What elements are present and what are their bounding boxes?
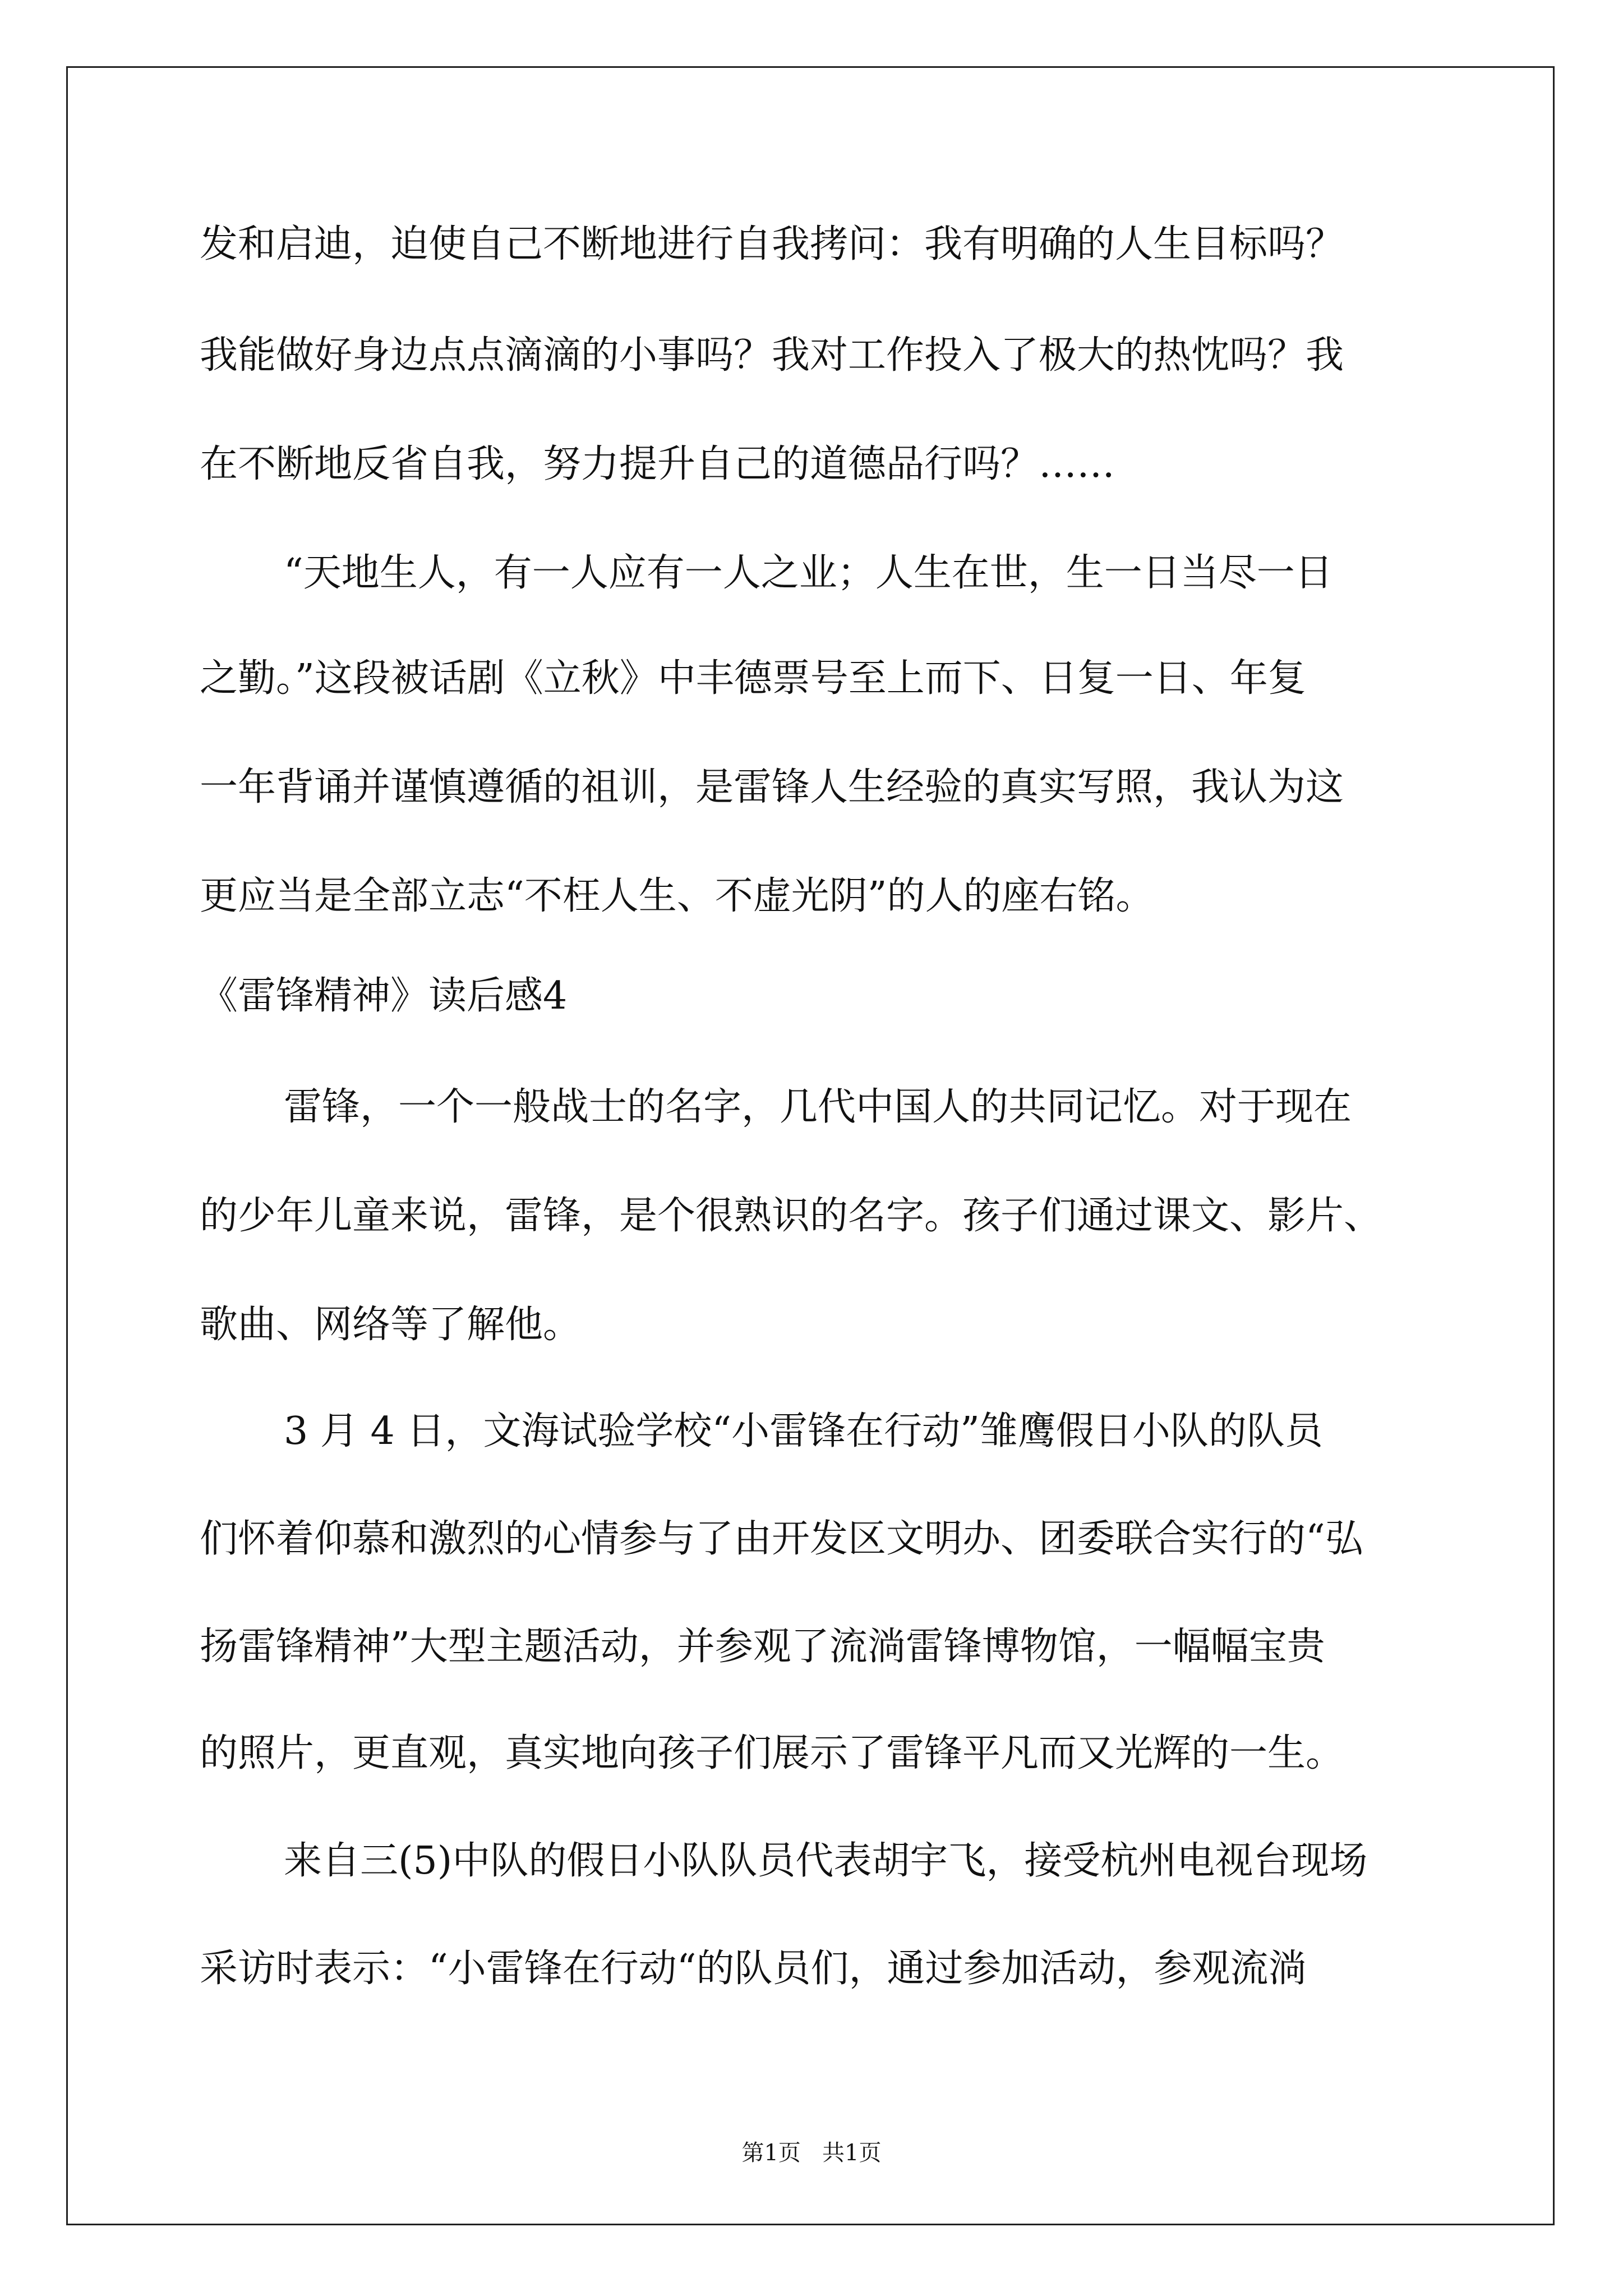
page-border bbox=[66, 66, 1555, 2225]
text-line: 更应当是全部立志“不枉人生、不虚光阴”的人的座右铭。 bbox=[200, 874, 1154, 918]
text-line: 雷锋，一个一般战士的名字，几代中国人的共同记忆。对于现在 bbox=[284, 1085, 1352, 1129]
text-line: 之勤。”这段被话剧《立秋》中丰德票号至上而下、日复一日、年复 bbox=[200, 656, 1306, 701]
text-line: 扬雷锋精神”大型主题活动，并参观了流淌雷锋博物馆，一幅幅宝贵 bbox=[200, 1625, 1325, 1669]
text-line: 的少年儿童来说，雷锋，是个很熟识的名字。孩子们通过课文、影片、 bbox=[200, 1194, 1382, 1238]
section-heading: 《雷锋精神》读后感4 bbox=[200, 974, 568, 1018]
text-line: “天地生人，有一人应有一人之业；人生在世，生一日当尽一日 bbox=[284, 551, 1333, 595]
text-line: 3 月 4 日，文海试验学校“小雷锋在行动”雏鹰假日小队的队员 bbox=[284, 1409, 1323, 1453]
text-line: 来自三(5)中队的假日小队队员代表胡宇飞，接受杭州电视台现场 bbox=[284, 1839, 1368, 1883]
page-number-footer: 第1页 共1页 bbox=[741, 2140, 882, 2166]
text-line: 我能做好身边点点滴滴的小事吗？我对工作投入了极大的热忱吗？我 bbox=[200, 333, 1344, 378]
text-line: 的照片，更直观，真实地向孩子们展示了雷锋平凡而又光辉的一生。 bbox=[200, 1731, 1344, 1775]
text-line: 在不断地反省自我，努力提升自己的道德品行吗？…… bbox=[200, 442, 1115, 486]
text-line: 发和启迪，迫使自己不断地进行自我拷问：我有明确的人生目标吗？ bbox=[200, 222, 1344, 266]
text-line: 采访时表示：“小雷锋在行动“的队员们，通过参加活动，参观流淌 bbox=[200, 1947, 1307, 1991]
text-line: 们怀着仰慕和激烈的心情参与了由开发区文明办、团委联合实行的“弘 bbox=[200, 1517, 1363, 1561]
text-line: 一年背诵并谨慎遵循的祖训，是雷锋人生经验的真实写照，我认为这 bbox=[200, 765, 1344, 809]
text-line: 歌曲、网络等了解他。 bbox=[200, 1303, 582, 1347]
